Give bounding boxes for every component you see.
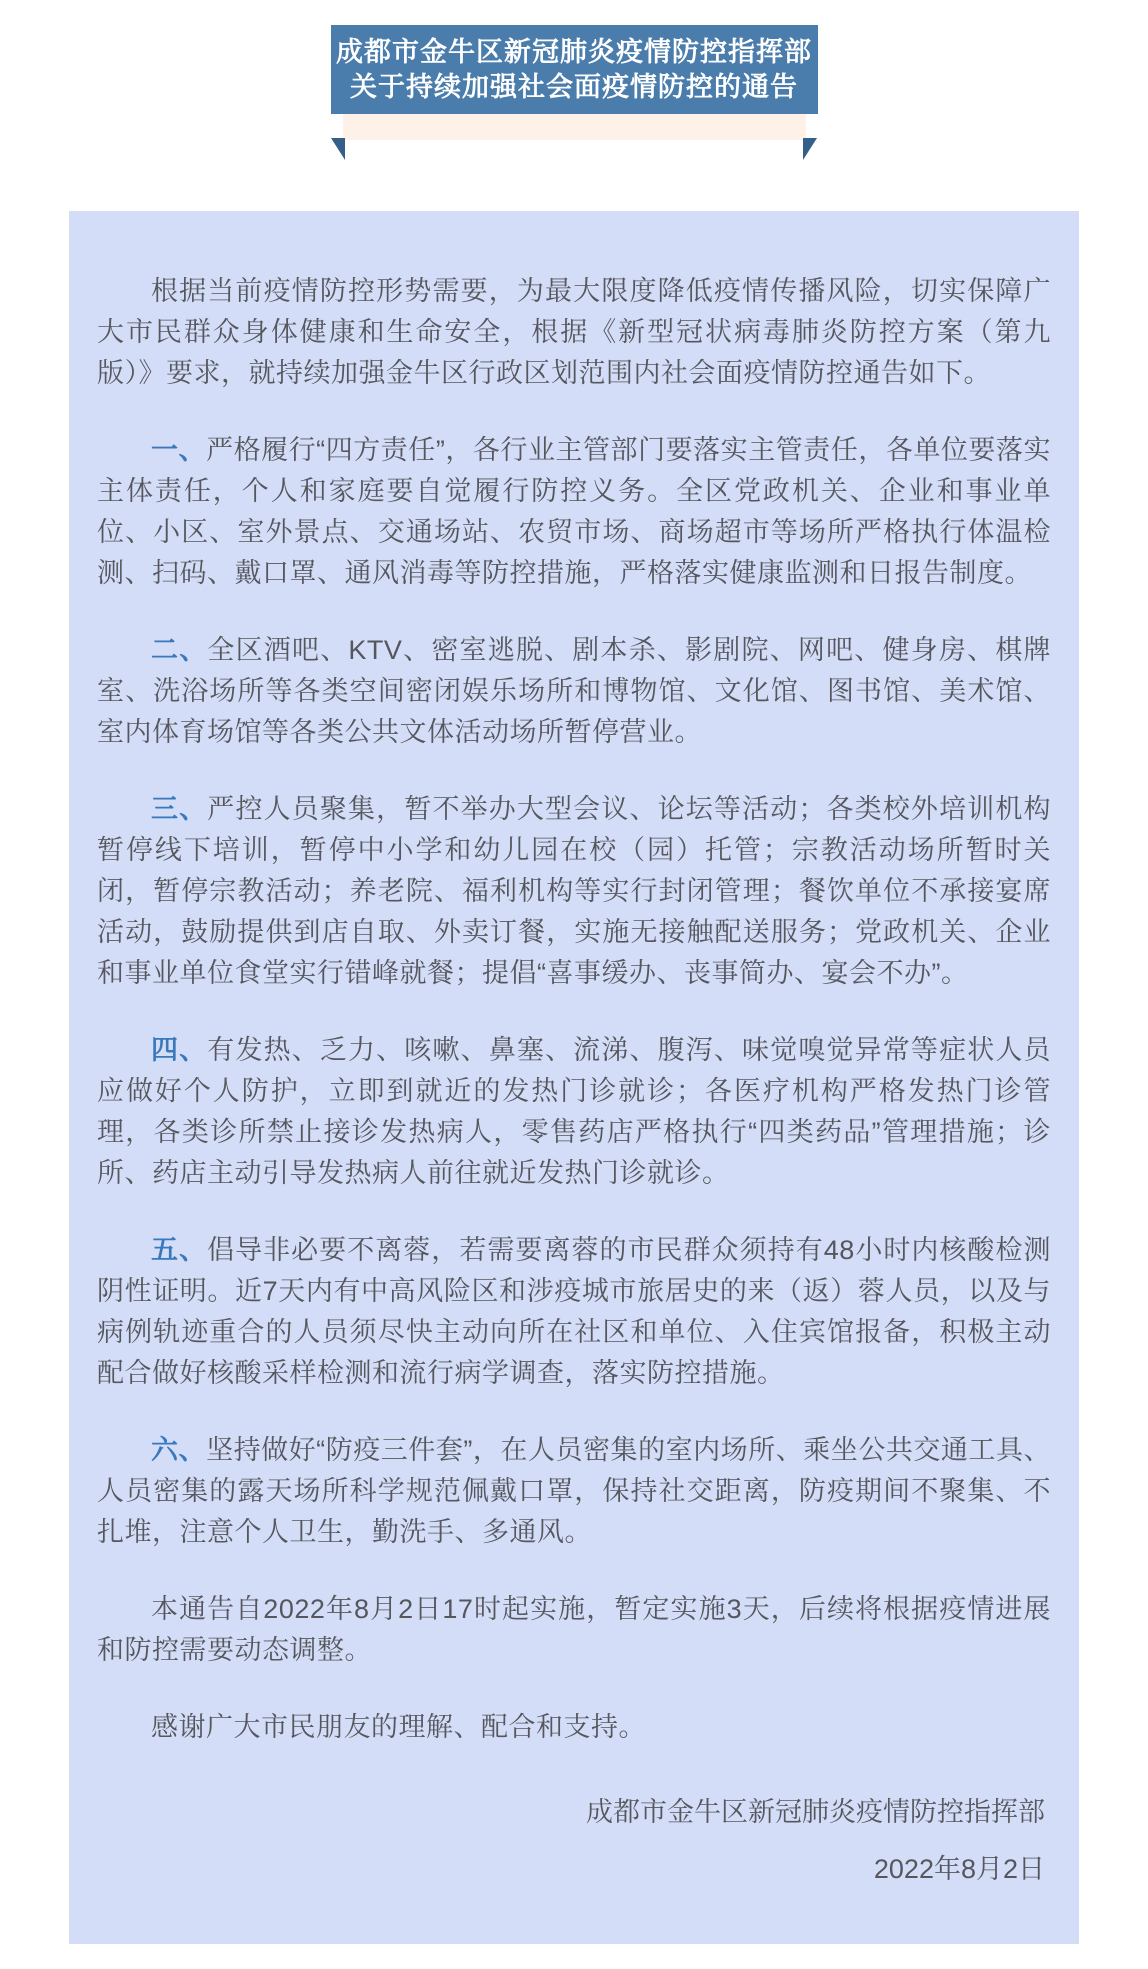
thanks-text: 感谢广大市民朋友的理解、配合和支持。 bbox=[151, 1712, 646, 1742]
title-banner bbox=[331, 25, 818, 114]
notice-body bbox=[69, 211, 1079, 1944]
notice-header bbox=[0, 25, 1148, 167]
ribbon-strip bbox=[343, 114, 806, 140]
section-number-4: 四、 bbox=[151, 1035, 208, 1065]
signature-block bbox=[97, 1792, 1051, 1890]
section-text-1: 严格履行“四方责任”，各行业主管部门要落实主管责任，各单位要落实主体责任，个人和家庭要自觉履行防控义务。全区党政机关、企业和事业单位、小区、室外景点、交通场站、农贸市场、商场超市等场所严格执行体温检测、扫码、戴口罩、通风消毒等防控措施，严格落实健康监测和日报告制度。 bbox=[97, 435, 1051, 588]
closing-paragraph bbox=[97, 1589, 1051, 1671]
intro-text: 根据当前疫情防控形势需要，为最大限度降低疫情传播风险，切实保障广大市民群众身体健康和生命安全，根据《新型冠状病毒肺炎防控方案（第九版）》要求，就持续加强金牛区行政区划范围内社会面疫情防控通告如下。 bbox=[97, 276, 1051, 388]
section-text-3: 严控人员聚集，暂不举办大型会议、论坛等活动；各类校外培训机构暂停线下培训，暂停中小学和幼儿园在校（园）托管；宗教活动场所暂时关闭，暂停宗教活动；养老院、福利机构等实行封闭管理；餐饮单位不承接宴席活动，鼓励提供到店自取、外卖订餐，实施无接触配送服务；党政机关、企业和事业单位食堂实行错峰就餐；提倡“喜事缓办、丧事简办、宴会不办”。 bbox=[97, 794, 1052, 988]
ribbon-fold-left bbox=[331, 138, 345, 160]
intro-paragraph bbox=[97, 271, 1051, 394]
section-number-1: 一、 bbox=[151, 435, 207, 465]
section-text-5: 倡导非必要不离蓉，若需要离蓉的市民群众须持有48小时内核酸检测阴性证明。近7天内有中高风险区和涉疫城市旅居史的来（返）蓉人员，以及与病例轨迹重合的人员须尽快主动向所在社区和单位、入住宾馆报备，积极主动配合做好核酸采样检测和流行病学调查，落实防控措施。 bbox=[97, 1235, 1051, 1388]
closing-text: 本通告自2022年8月2日17时起实施，暂定实施3天，后续将根据疫情进展和防控需要动态调整。 bbox=[97, 1594, 1051, 1665]
section-number-5: 五、 bbox=[151, 1235, 208, 1265]
section-text-4: 有发热、乏力、咳嗽、鼻塞、流涕、腹泻、味觉嗅觉异常等症状人员应做好个人防护，立即到就近的发热门诊就诊；各医疗机构严格发热门诊管理，各类诊所禁止接诊发热病人，零售药店严格执行“四类药品”管理措施；诊所、药店主动引导发热病人前往就近发热门诊就诊。 bbox=[97, 1035, 1052, 1188]
section-paragraph-5 bbox=[97, 1230, 1051, 1394]
section-number-3: 三、 bbox=[151, 794, 208, 824]
section-paragraph-1 bbox=[97, 430, 1051, 594]
signature-date: 2022年8月2日 bbox=[873, 1854, 1045, 1884]
section-number-2: 二、 bbox=[151, 635, 208, 665]
section-number-6: 六、 bbox=[151, 1435, 207, 1465]
banner-title-line2: 关于持续加强社会面疫情防控的通告 bbox=[350, 72, 798, 102]
ribbon-fold-right bbox=[803, 138, 817, 160]
section-paragraph-4 bbox=[97, 1030, 1051, 1194]
section-text-6: 坚持做好“防疫三件套”，在人员密集的室内场所、乘坐公共交通工具、人员密集的露天场所科学规范佩戴口罩，保持社交距离，防疫期间不聚集、不扎堆，注意个人卫生，勤洗手、多通风。 bbox=[97, 1435, 1051, 1547]
thanks-paragraph bbox=[97, 1707, 1051, 1748]
banner-title-line1: 成都市金牛区新冠肺炎疫情防控指挥部 bbox=[336, 37, 812, 67]
section-paragraph-2 bbox=[97, 630, 1051, 753]
section-text-2: 全区酒吧、KTV、密室逃脱、剧本杀、影剧院、网吧、健身房、棋牌室、洗浴场所等各类空间密闭娱乐场所和博物馆、文化馆、图书馆、美术馆、室内体育场馆等各类公共文体活动场所暂停营业。 bbox=[97, 635, 1052, 747]
section-paragraph-6 bbox=[97, 1430, 1051, 1553]
signature-issuer: 成都市金牛区新冠肺炎疫情防控指挥部 bbox=[586, 1797, 1045, 1827]
section-paragraph-3 bbox=[97, 789, 1051, 994]
